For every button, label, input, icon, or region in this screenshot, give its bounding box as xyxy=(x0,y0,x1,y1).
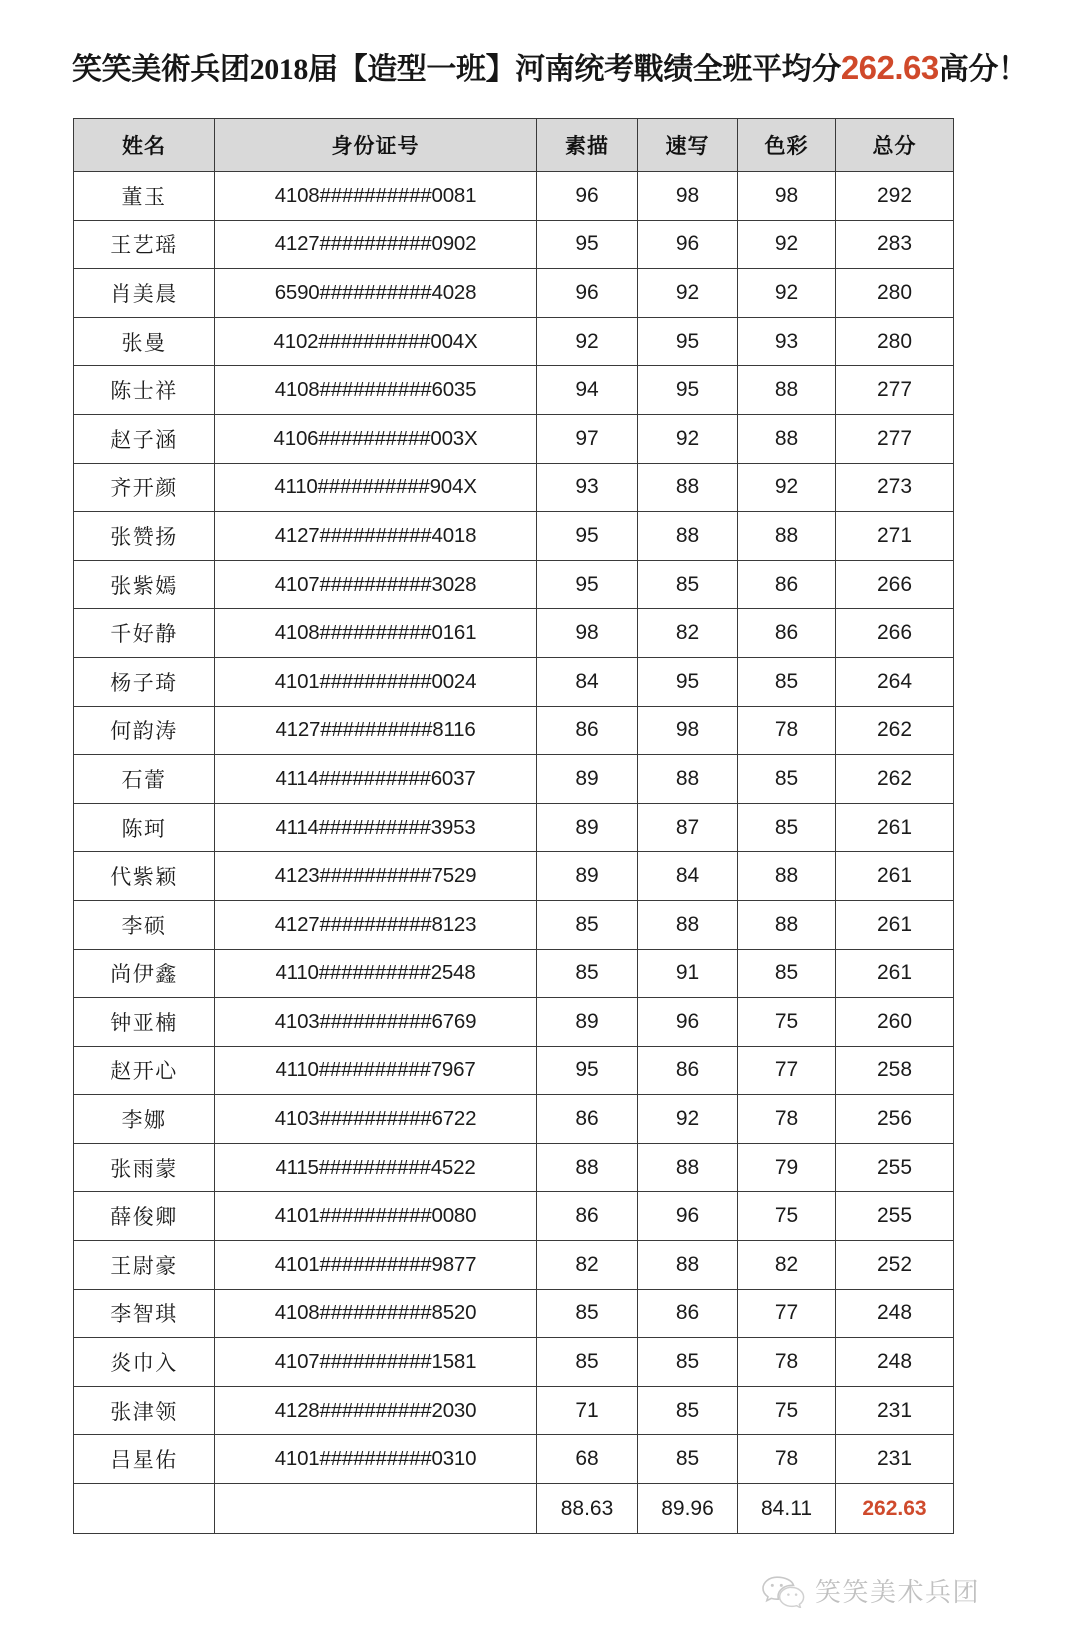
cell-speed: 87 xyxy=(638,803,738,852)
cell-total: 231 xyxy=(836,1435,954,1484)
cell-total: 266 xyxy=(836,560,954,609)
cell-name: 李娜 xyxy=(74,1095,215,1144)
cell-name: 尚伊鑫 xyxy=(74,949,215,998)
cell-id: 4114##########3953 xyxy=(215,803,537,852)
cell-speed: 95 xyxy=(638,366,738,415)
cell-color: 82 xyxy=(738,1241,836,1290)
table-row xyxy=(74,1289,954,1338)
cell-name: 董玉 xyxy=(74,172,215,221)
cell-color: 93 xyxy=(738,317,836,366)
table-row xyxy=(74,949,954,998)
table-row xyxy=(74,560,954,609)
table-row xyxy=(74,706,954,755)
cell-id: 4107##########1581 xyxy=(215,1338,537,1387)
cell-color: 77 xyxy=(738,1289,836,1338)
cell-total: 255 xyxy=(836,1143,954,1192)
cell-name: 吕星佑 xyxy=(74,1435,215,1484)
cell-total: 231 xyxy=(836,1386,954,1435)
cell-id: 4103##########6769 xyxy=(215,998,537,1047)
page-title-suffix: 高分！ xyxy=(938,53,1028,86)
cell-total: 292 xyxy=(836,172,954,221)
cell-id: 4102##########004X xyxy=(215,317,537,366)
table-row xyxy=(74,1046,954,1095)
table-row xyxy=(74,220,954,269)
cell-id: 4123##########7529 xyxy=(215,852,537,901)
cell-sketch: 95 xyxy=(537,512,638,561)
cell-name: 赵子涵 xyxy=(74,414,215,463)
cell-total: 277 xyxy=(836,366,954,415)
cell-total: 271 xyxy=(836,512,954,561)
cell-name: 张曼 xyxy=(74,317,215,366)
cell-sketch: 86 xyxy=(537,1095,638,1144)
table-row xyxy=(74,1241,954,1290)
cell-color: 85 xyxy=(738,755,836,804)
table-row xyxy=(74,269,954,318)
cell-color: 98 xyxy=(738,172,836,221)
cell-speed: 92 xyxy=(638,414,738,463)
cell-sketch: 97 xyxy=(537,414,638,463)
table-row xyxy=(74,317,954,366)
cell-color: 78 xyxy=(738,1435,836,1484)
column-header-sketch: 素描 xyxy=(537,119,638,172)
cell-sketch: 98 xyxy=(537,609,638,658)
table-summary-row xyxy=(74,1484,954,1534)
cell-speed: 91 xyxy=(638,949,738,998)
cell-speed: 88 xyxy=(638,512,738,561)
cell-color: 92 xyxy=(738,220,836,269)
cell-name: 王艺瑶 xyxy=(74,220,215,269)
cell-name: 薛俊卿 xyxy=(74,1192,215,1241)
cell-id: 4127##########0902 xyxy=(215,220,537,269)
watermark xyxy=(760,1572,980,1609)
cell-sketch: 84 xyxy=(537,657,638,706)
table-row xyxy=(74,366,954,415)
cell-speed: 98 xyxy=(638,706,738,755)
cell-sketch: 96 xyxy=(537,172,638,221)
score-table-container xyxy=(73,118,947,1534)
table-row xyxy=(74,512,954,561)
cell-sketch: 94 xyxy=(537,366,638,415)
cell-color: 77 xyxy=(738,1046,836,1095)
table-body xyxy=(74,172,954,1534)
cell-color: 88 xyxy=(738,512,836,561)
table-row xyxy=(74,1386,954,1435)
cell-id: 4101##########0080 xyxy=(215,1192,537,1241)
cell-name: 杨子琦 xyxy=(74,657,215,706)
cell-name: 何韵涛 xyxy=(74,706,215,755)
cell-sketch: 71 xyxy=(537,1386,638,1435)
cell-color: 78 xyxy=(738,1095,836,1144)
cell-total: 283 xyxy=(836,220,954,269)
table-row xyxy=(74,1338,954,1387)
summary-cell-color: 84.11 xyxy=(738,1484,836,1534)
cell-total: 248 xyxy=(836,1338,954,1387)
cell-name: 代紫颖 xyxy=(74,852,215,901)
table-header-row xyxy=(74,119,954,172)
cell-sketch: 86 xyxy=(537,1192,638,1241)
table-row xyxy=(74,852,954,901)
table-row xyxy=(74,172,954,221)
cell-sketch: 93 xyxy=(537,463,638,512)
cell-total: 248 xyxy=(836,1289,954,1338)
table-row xyxy=(74,463,954,512)
table-row xyxy=(74,998,954,1047)
watermark-label: 笑笑美术兵团 xyxy=(815,1578,981,1607)
cell-id: 4108##########8520 xyxy=(215,1289,537,1338)
column-header-speed: 速写 xyxy=(638,119,738,172)
cell-color: 75 xyxy=(738,1386,836,1435)
cell-color: 78 xyxy=(738,706,836,755)
cell-speed: 88 xyxy=(638,900,738,949)
cell-speed: 85 xyxy=(638,560,738,609)
cell-speed: 84 xyxy=(638,852,738,901)
cell-id: 4127##########8123 xyxy=(215,900,537,949)
cell-id: 4106##########003X xyxy=(215,414,537,463)
cell-id: 4110##########904X xyxy=(215,463,537,512)
cell-sketch: 68 xyxy=(537,1435,638,1484)
page-title xyxy=(0,44,1080,88)
table-row xyxy=(74,414,954,463)
cell-total: 277 xyxy=(836,414,954,463)
cell-color: 79 xyxy=(738,1143,836,1192)
cell-total: 261 xyxy=(836,900,954,949)
cell-total: 262 xyxy=(836,706,954,755)
cell-sketch: 88 xyxy=(537,1143,638,1192)
cell-name: 炎巾入 xyxy=(74,1338,215,1387)
cell-speed: 96 xyxy=(638,998,738,1047)
cell-id: 4107##########3028 xyxy=(215,560,537,609)
cell-sketch: 89 xyxy=(537,998,638,1047)
column-header-name: 姓名 xyxy=(74,119,215,172)
summary-cell-id xyxy=(215,1484,537,1534)
cell-speed: 86 xyxy=(638,1289,738,1338)
cell-color: 86 xyxy=(738,560,836,609)
cell-sketch: 92 xyxy=(537,317,638,366)
score-table xyxy=(73,118,954,1534)
cell-total: 261 xyxy=(836,852,954,901)
table-row xyxy=(74,1095,954,1144)
cell-name: 张雨蒙 xyxy=(74,1143,215,1192)
summary-cell-sketch: 88.63 xyxy=(537,1484,638,1534)
cell-sketch: 86 xyxy=(537,706,638,755)
cell-name: 张赞扬 xyxy=(74,512,215,561)
cell-color: 78 xyxy=(738,1338,836,1387)
cell-name: 陈士祥 xyxy=(74,366,215,415)
cell-speed: 96 xyxy=(638,1192,738,1241)
page-title-prefix: 笑笑美術兵团2018届【造型一班】河南统考戰绩全班平均分 xyxy=(72,53,841,86)
cell-total: 280 xyxy=(836,269,954,318)
cell-sketch: 82 xyxy=(537,1241,638,1290)
cell-color: 88 xyxy=(738,900,836,949)
cell-total: 255 xyxy=(836,1192,954,1241)
cell-speed: 86 xyxy=(638,1046,738,1095)
cell-name: 肖美晨 xyxy=(74,269,215,318)
cell-sketch: 89 xyxy=(537,803,638,852)
cell-color: 92 xyxy=(738,269,836,318)
cell-id: 4127##########8116 xyxy=(215,706,537,755)
cell-total: 262 xyxy=(836,755,954,804)
cell-name: 李智琪 xyxy=(74,1289,215,1338)
cell-sketch: 96 xyxy=(537,269,638,318)
column-header-id: 身份证号 xyxy=(215,119,537,172)
cell-id: 4114##########6037 xyxy=(215,755,537,804)
cell-sketch: 85 xyxy=(537,900,638,949)
cell-name: 钟亚楠 xyxy=(74,998,215,1047)
cell-name: 王尉豪 xyxy=(74,1241,215,1290)
table-row xyxy=(74,1143,954,1192)
cell-total: 266 xyxy=(836,609,954,658)
table-row xyxy=(74,755,954,804)
cell-id: 4128##########2030 xyxy=(215,1386,537,1435)
cell-id: 4108##########0161 xyxy=(215,609,537,658)
cell-sketch: 85 xyxy=(537,1338,638,1387)
cell-id: 4108##########6035 xyxy=(215,366,537,415)
cell-color: 85 xyxy=(738,803,836,852)
cell-color: 85 xyxy=(738,657,836,706)
cell-total: 273 xyxy=(836,463,954,512)
table-row xyxy=(74,803,954,852)
cell-speed: 95 xyxy=(638,317,738,366)
cell-name: 千好静 xyxy=(74,609,215,658)
cell-name: 石蕾 xyxy=(74,755,215,804)
table-row xyxy=(74,900,954,949)
cell-sketch: 95 xyxy=(537,1046,638,1095)
cell-speed: 88 xyxy=(638,755,738,804)
cell-name: 陈珂 xyxy=(74,803,215,852)
cell-name: 张紫嫣 xyxy=(74,560,215,609)
cell-color: 88 xyxy=(738,852,836,901)
table-row xyxy=(74,1192,954,1241)
cell-speed: 85 xyxy=(638,1338,738,1387)
cell-sketch: 85 xyxy=(537,1289,638,1338)
table-row xyxy=(74,609,954,658)
cell-sketch: 95 xyxy=(537,220,638,269)
cell-sketch: 89 xyxy=(537,852,638,901)
summary-cell-speed: 89.96 xyxy=(638,1484,738,1534)
cell-total: 260 xyxy=(836,998,954,1047)
cell-total: 256 xyxy=(836,1095,954,1144)
cell-total: 252 xyxy=(836,1241,954,1290)
cell-speed: 95 xyxy=(638,657,738,706)
cell-color: 92 xyxy=(738,463,836,512)
cell-id: 4108##########0081 xyxy=(215,172,537,221)
cell-id: 4110##########2548 xyxy=(215,949,537,998)
cell-id: 4127##########4018 xyxy=(215,512,537,561)
cell-name: 张津领 xyxy=(74,1386,215,1435)
column-header-color: 色彩 xyxy=(738,119,836,172)
cell-total: 280 xyxy=(836,317,954,366)
cell-id: 4101##########0310 xyxy=(215,1435,537,1484)
cell-id: 6590##########4028 xyxy=(215,269,537,318)
cell-id: 4103##########6722 xyxy=(215,1095,537,1144)
cell-speed: 85 xyxy=(638,1386,738,1435)
cell-id: 4101##########0024 xyxy=(215,657,537,706)
cell-speed: 88 xyxy=(638,1241,738,1290)
cell-color: 86 xyxy=(738,609,836,658)
table-row xyxy=(74,1435,954,1484)
cell-id: 4110##########7967 xyxy=(215,1046,537,1095)
page-title-average-score: 262.63 xyxy=(840,49,939,86)
wechat-icon xyxy=(760,1574,806,1608)
cell-sketch: 85 xyxy=(537,949,638,998)
cell-name: 李硕 xyxy=(74,900,215,949)
cell-total: 261 xyxy=(836,949,954,998)
cell-speed: 88 xyxy=(638,463,738,512)
cell-color: 85 xyxy=(738,949,836,998)
cell-color: 88 xyxy=(738,366,836,415)
cell-speed: 92 xyxy=(638,1095,738,1144)
cell-id: 4115##########4522 xyxy=(215,1143,537,1192)
cell-sketch: 89 xyxy=(537,755,638,804)
cell-total: 258 xyxy=(836,1046,954,1095)
cell-id: 4101##########9877 xyxy=(215,1241,537,1290)
cell-speed: 85 xyxy=(638,1435,738,1484)
cell-total: 264 xyxy=(836,657,954,706)
cell-sketch: 95 xyxy=(537,560,638,609)
cell-color: 75 xyxy=(738,1192,836,1241)
table-row xyxy=(74,657,954,706)
summary-cell-name xyxy=(74,1484,215,1534)
cell-name: 赵开心 xyxy=(74,1046,215,1095)
column-header-total: 总分 xyxy=(836,119,954,172)
cell-color: 88 xyxy=(738,414,836,463)
summary-cell-total: 262.63 xyxy=(836,1484,954,1534)
cell-speed: 96 xyxy=(638,220,738,269)
cell-total: 261 xyxy=(836,803,954,852)
cell-speed: 82 xyxy=(638,609,738,658)
cell-speed: 98 xyxy=(638,172,738,221)
cell-name: 齐开颜 xyxy=(74,463,215,512)
cell-speed: 88 xyxy=(638,1143,738,1192)
cell-speed: 92 xyxy=(638,269,738,318)
table-header xyxy=(74,119,954,172)
cell-color: 75 xyxy=(738,998,836,1047)
